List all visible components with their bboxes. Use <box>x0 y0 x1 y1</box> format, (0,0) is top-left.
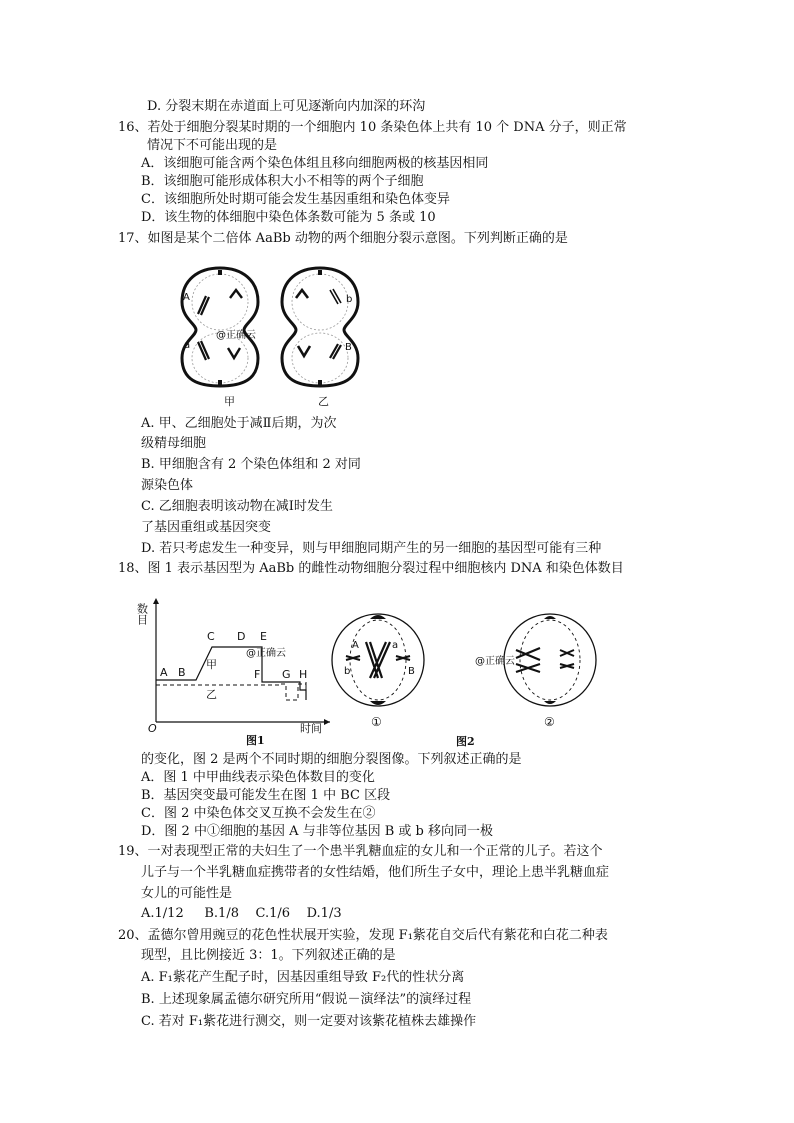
watermark: @正确云 <box>475 656 515 667</box>
chromosome <box>346 656 360 660</box>
q16-stem-line2: 情况下不可能出现的是 <box>147 138 278 153</box>
q17-option-a-line2: 级精母细胞 <box>141 436 207 451</box>
gene-label-A: A <box>183 292 190 303</box>
q18-stem-line1: 18、图 1 表示基因型为 AaBb 的雌性动物细胞分裂过程中细胞核内 DNA 和染色体数目 <box>118 561 624 576</box>
q16-option-d: D．该生物的体细胞中染色体条数可能为 5 条或 10 <box>141 210 436 225</box>
point-F: F <box>254 668 261 681</box>
q17-option-c-line1: C. 乙细胞表明该动物在减Ⅰ时发生 <box>141 499 333 514</box>
q17-figure <box>170 262 390 410</box>
q18-figure2-cells <box>330 608 600 748</box>
chromosome <box>330 289 341 304</box>
curve-yi-label: 乙 <box>206 688 217 701</box>
q16-option-a: A．该细胞可能含两个染色体组且移向细胞两极的核基因相同 <box>141 156 489 171</box>
figure1-caption: 图1 <box>246 734 265 747</box>
chromosome <box>198 341 209 360</box>
point-C: C <box>207 630 215 643</box>
watermark: @正确云 <box>246 648 286 659</box>
q17-option-c-line2: 了基因重组或基因突变 <box>141 520 272 535</box>
axis-x-label: 时间 <box>300 722 322 735</box>
point-H: H <box>299 668 308 681</box>
chromosome <box>560 650 574 668</box>
q20-stem-line1: 20、孟德尔曾用豌豆的花色性状展开实验，发现 F₁紫花自交后代有紫花和白花二种表 <box>118 928 608 943</box>
q19-stem-line2: 儿子与一个半乳糖血症携带者的女性结婚，他们所生子女中，理论上患半乳糖血症 <box>141 865 610 880</box>
axis-origin: O <box>148 722 157 735</box>
point-G: G <box>282 668 291 681</box>
gene-label-b: b <box>344 666 351 677</box>
y-axis-arrow-icon <box>153 598 159 604</box>
q20-option-a: A. F₁紫花产生配子时，因基因重组导致 F₂代的性状分离 <box>141 970 465 985</box>
gene-label-B: B <box>345 342 352 353</box>
gene-label-a: a <box>392 640 399 651</box>
q18-figure1-graph <box>135 590 340 750</box>
cell-1-label: ① <box>371 715 382 729</box>
q18-option-c: C．图 2 中染色体交叉互换不会发生在② <box>141 806 376 821</box>
curve-jia-label: 甲 <box>206 658 217 671</box>
gene-label-B: B <box>408 666 415 677</box>
q17-option-a-line1: A. 甲、乙细胞处于减Ⅱ后期，为次 <box>141 416 337 431</box>
cell-yi-caption: 乙 <box>318 395 329 408</box>
q15-option-d: D. 分裂末期在赤道面上可见逐渐向内加深的环沟 <box>147 99 426 114</box>
q18-option-b: B．基因突变最可能发生在图 1 中 BC 区段 <box>141 788 391 803</box>
q16-option-c: C．该细胞所处时期可能会发生基因重组和染色体变异 <box>141 192 450 207</box>
cell-jia-caption: 甲 <box>224 395 235 408</box>
watermark: @正确云 <box>216 330 256 341</box>
cell-2-label: ② <box>544 715 555 729</box>
q16-option-b: B．该细胞可能形成体积大小不相等的两个子细胞 <box>141 174 424 189</box>
chromosome <box>396 656 410 660</box>
q17-option-b-line1: B. 甲细胞含有 2 个染色体组和 2 对同 <box>141 457 361 472</box>
point-A: A <box>160 666 168 679</box>
gene-label-A: A <box>352 640 359 651</box>
cell-1 <box>332 614 424 729</box>
q19-options: A.1/12 B.1/8 C.1/6 D.1/3 <box>141 906 342 921</box>
q17-option-d: D. 若只考虑发生一种变异，则与甲细胞同期产生的另一细胞的基因型可能有三种 <box>141 541 602 556</box>
axis-y-label: 数目 <box>135 603 149 625</box>
q18-option-d: D．图 2 中①细胞的基因 A 与非等位基因 B 或 b 移向同一极 <box>141 824 494 839</box>
point-B: B <box>178 666 186 679</box>
q19-stem-line1: 19、一对表现型正常的夫妇生了一个患半乳糖血症的女儿和一个正常的儿子。若这个 <box>118 844 603 859</box>
point-E: E <box>260 630 267 643</box>
q20-option-b: B. 上述现象属孟德尔研究所用“假说－演绎法”的演绎过程 <box>141 992 472 1007</box>
q20-option-c: C. 若对 F₁紫花进行测交，则一定要对该紫花植株去雄操作 <box>141 1014 477 1029</box>
q19-stem-line3: 女儿的可能性是 <box>141 886 233 901</box>
q16-stem-line1: 16、若处于细胞分裂某时期的一个细胞内 10 条染色体上共有 10 个 DNA 分子，则正常 <box>118 120 627 135</box>
q18-stem-line2: 的变化，图 2 是两个不同时期的细胞分裂图像。下列叙述正确的是 <box>141 752 522 767</box>
point-D: D <box>237 630 246 643</box>
cell-2 <box>504 614 596 729</box>
figure2-caption: 图2 <box>456 735 475 748</box>
chromosome <box>228 348 240 358</box>
chromosome <box>298 346 310 356</box>
chromosome <box>198 296 209 315</box>
chromosome <box>230 290 242 298</box>
q20-stem-line2: 现型，且比例接近 3：1。下列叙述正确的是 <box>141 948 396 963</box>
q17-option-b-line2: 源染色体 <box>141 478 194 493</box>
curve-yi <box>156 684 306 700</box>
q17-stem: 17、如图是某个二倍体 AaBb 动物的两个细胞分裂示意图。下列判断正确的是 <box>118 231 568 246</box>
q18-option-a: A．图 1 中甲曲线表示染色体数目的变化 <box>141 770 375 785</box>
chromosome <box>366 642 390 678</box>
chromosome <box>296 290 308 298</box>
chromosome <box>330 344 341 359</box>
gene-label-a: a <box>184 340 191 351</box>
gene-label-b: b <box>346 294 353 305</box>
cell-yi <box>282 268 358 408</box>
